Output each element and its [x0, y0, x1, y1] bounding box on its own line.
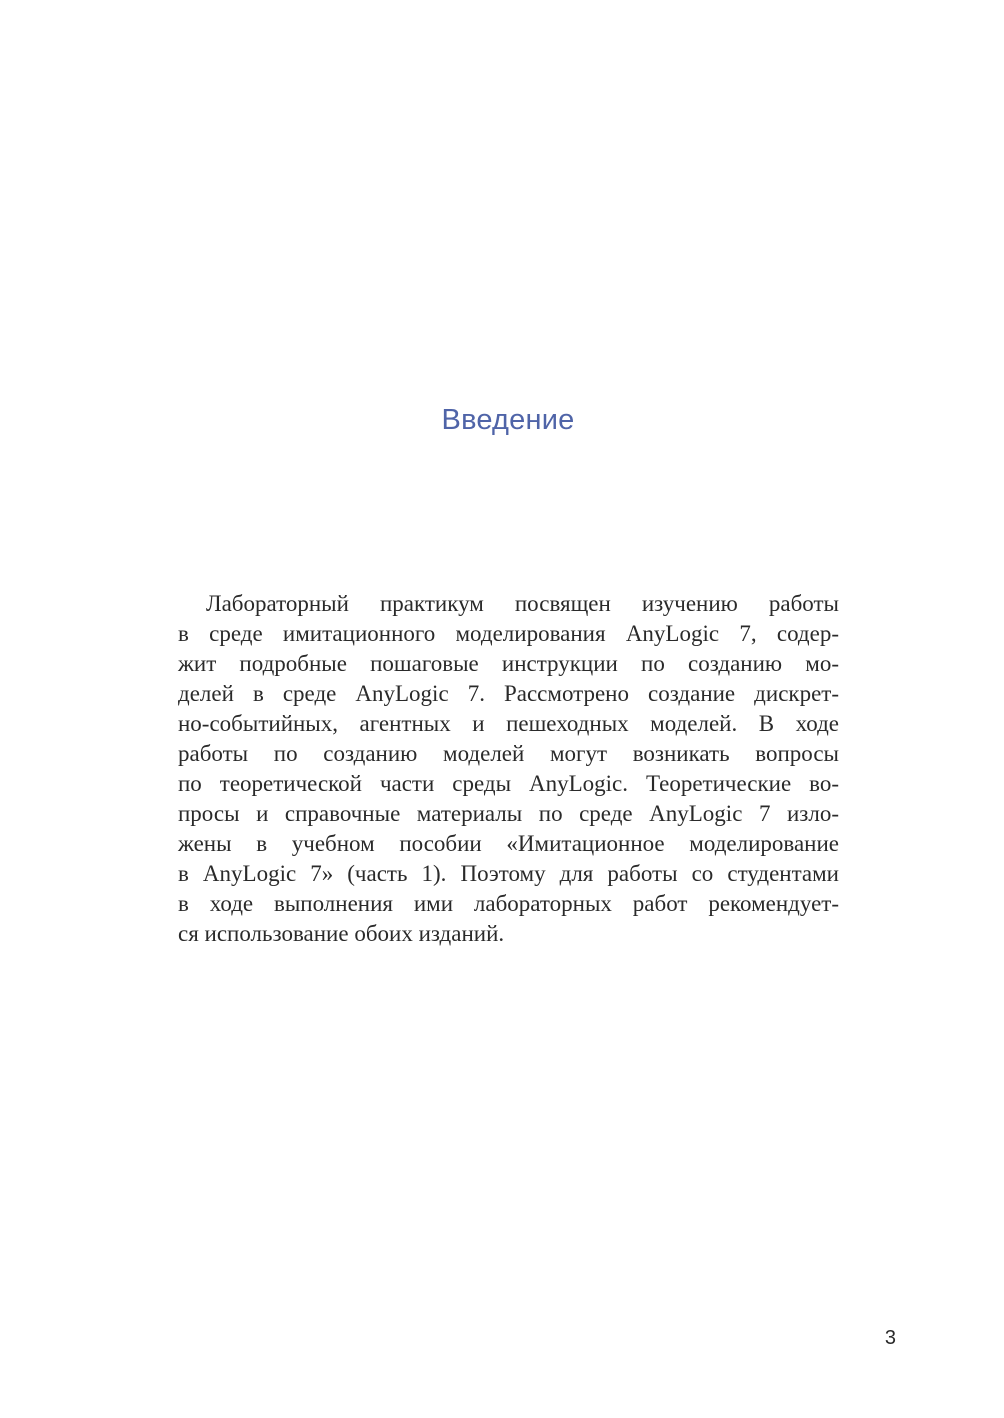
section-title: Введение	[441, 404, 575, 436]
intro-paragraph	[178, 589, 839, 949]
paragraph-line: ся использование обоих изданий.	[178, 921, 505, 946]
paragraph-line: в ходе выполнения ими лабораторных работ рекомендует-	[178, 891, 839, 916]
paragraph-line: жит подробные пошаговые инструкции по созданию мо-	[178, 651, 839, 676]
paragraph-line: по теоретической части среды AnyLogic. Теоретические во-	[178, 771, 839, 796]
paragraph-line: делей в среде AnyLogic 7. Рассмотрено создание дискрет-	[178, 681, 839, 706]
paragraph-line: в AnyLogic 7» (часть 1). Поэтому для работы со студентами	[178, 861, 839, 886]
paragraph-line: жены в учебном пособии «Имитационное моделирование	[178, 831, 839, 856]
paragraph-line: но-событийных, агентных и пешеходных моделей. В ходе	[178, 711, 839, 736]
paragraph-line: работы по созданию моделей могут возникать вопросы	[178, 741, 839, 766]
paragraph-line: Лабораторный практикум посвящен изучению работы	[206, 591, 839, 616]
page-number: 3	[884, 1327, 896, 1349]
paragraph-line: просы и справочные материалы по среде AnyLogic 7 изло-	[178, 801, 839, 826]
paragraph-line: в среде имитационного моделирования AnyLogic 7, содер-	[178, 621, 839, 646]
